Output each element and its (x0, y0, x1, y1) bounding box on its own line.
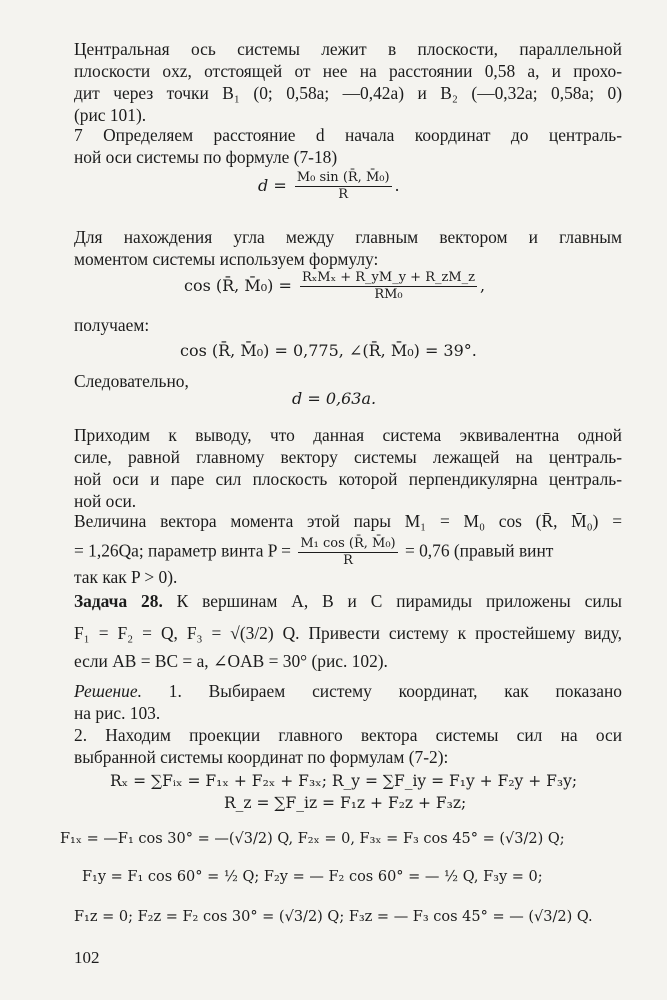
fraction-numerator: M₁ cos (R̄, M̄₀) (300, 536, 396, 551)
formula-text: F₁y = F₁ cos 60° = ½ Q; F₂y = — F₂ cos 60° = — ½ Q, F₃y = 0; (82, 869, 543, 885)
paragraph-task-28 (74, 590, 622, 612)
text-line: ной оси. (74, 491, 137, 511)
formula-cos-value (180, 340, 477, 362)
fraction-denominator: R (338, 187, 349, 202)
formula-rz (224, 792, 466, 814)
text-line: получаем: (74, 315, 150, 335)
paragraph-screw-parameter (74, 536, 622, 569)
text-line: Центральная ось системы лежит в плоскости, параллельной (74, 39, 622, 59)
formula-y-projections (82, 866, 543, 888)
paragraph-central-axis (74, 38, 622, 126)
paragraph-task-condition (74, 650, 622, 672)
text-fragment: 1. Выбираем систему координат, как показано (141, 681, 622, 701)
text-line: Величина вектора момента этой пары M₁ = M₀ cos (R̄, M̄₀) = (74, 511, 622, 531)
text-line: моментом системы используем формулу: (74, 249, 379, 269)
text-line: ной оси системы по формуле (7-18) (74, 147, 338, 167)
text-line: плоскости oxz, отстоящей от нее на расстоянии 0,58 a, и прохо- (74, 61, 622, 81)
fraction-numerator: RₓMₓ + R_yM_y + R_zM_z (301, 270, 475, 285)
paragraph-solution (74, 680, 622, 724)
formula-cos-angle (184, 270, 485, 303)
formula-text: cos (R̄, M̄₀) = 0,775, ∠(R̄, M̄₀) = 39°. (180, 341, 477, 360)
paragraph-obtain (74, 314, 622, 336)
formula-x-projections (60, 828, 565, 850)
text-line: 7 Определяем расстояние d начала координат до централь- (74, 125, 622, 145)
paragraph-projections (74, 724, 622, 768)
text-fragment: = 0,76 (правый винт (400, 540, 554, 561)
paragraph-screw-sign (74, 566, 622, 588)
formula-end: . (394, 176, 400, 195)
text-line: если AB = BC = a, ∠OAB = 30° (рис. 102). (74, 651, 388, 671)
formula-text: F₁ₓ = —F₁ cos 30° = —(√3/2) Q, F₂ₓ = 0, F₃ₓ = F₃ cos 45° = (√3/2) Q; (60, 831, 565, 847)
text-line: 2. Находим проекции главного вектора системы сил на оси (74, 725, 622, 745)
text-fragment: = 1,26Qa; параметр винта P = (74, 540, 296, 561)
text-line: F₁ = F₂ = Q, F₃ = √(3/2) Q. Привести систему к простейшему виду, (74, 623, 622, 643)
text-line: Следовательно, (74, 371, 189, 391)
paragraph-conclusion (74, 424, 622, 512)
formula-z-projections (74, 906, 593, 928)
text-line: Приходим к выводу, что данная система эквивалентна одной (74, 425, 622, 445)
text-line: выбранной системы координат по формулам (7-2): (74, 747, 449, 767)
text-fragment: К вершинам A, B и C пирамиды приложены силы (162, 591, 622, 611)
formula-distance (258, 170, 400, 203)
solution-label: Решение. (74, 681, 142, 701)
formula-fraction (298, 536, 397, 569)
paragraph-angle (74, 226, 622, 270)
text-line: ной оси и паре сил плоскость которой перпендикулярна централь- (74, 469, 622, 489)
text-line (74, 590, 622, 612)
formula-lhs: d = (258, 176, 292, 195)
formula-rx-ry (110, 770, 577, 792)
formula-fraction (300, 270, 477, 303)
paragraph-step-7 (74, 124, 622, 168)
formula-text: Rₓ = ∑Fᵢₓ = F₁ₓ + F₂ₓ + F₃ₓ; R_y = ∑F_iy = F₁y + F₂y + F₃y; (110, 772, 578, 790)
formula-fraction (295, 170, 392, 203)
text-line: Для нахождения угла между главным вектором и главным (74, 227, 622, 247)
task-label: Задача 28. (74, 591, 163, 611)
text-line: так как P > 0). (74, 567, 178, 587)
formula-d-value (292, 388, 376, 410)
page-number: 102 (74, 948, 100, 967)
formula-text: R_z = ∑F_iz = F₁z + F₂z + F₃z; (224, 794, 467, 812)
formula-lhs: cos (R̄, M̄₀) = (184, 276, 297, 295)
formula-text: F₁z = 0; F₂z = F₂ cos 30° = (√3/2) Q; F₃z = — F₃ cos 45° = — (√3/2) Q. (74, 909, 593, 925)
formula-end: , (480, 276, 486, 295)
paragraph-moment (74, 510, 622, 532)
paragraph-task-forces (74, 622, 622, 644)
fraction-denominator: RM₀ (374, 287, 403, 302)
text-line (74, 680, 622, 702)
fraction-numerator: M₀ sin (R̄, M̄₀) (296, 170, 390, 185)
text-line: силе, равной главному вектору системы лежащей на централь- (74, 447, 622, 467)
fraction-denominator: R (343, 553, 353, 568)
text-line: (рис 101). (74, 105, 147, 125)
text-line: на рис. 103. (74, 703, 161, 723)
formula-text: d = 0,63a. (292, 389, 377, 408)
text-line: дит через точки B₁ (0; 0,58a; —0,42a) и B₂ (—0,32a; 0,58a; 0) (74, 83, 622, 103)
